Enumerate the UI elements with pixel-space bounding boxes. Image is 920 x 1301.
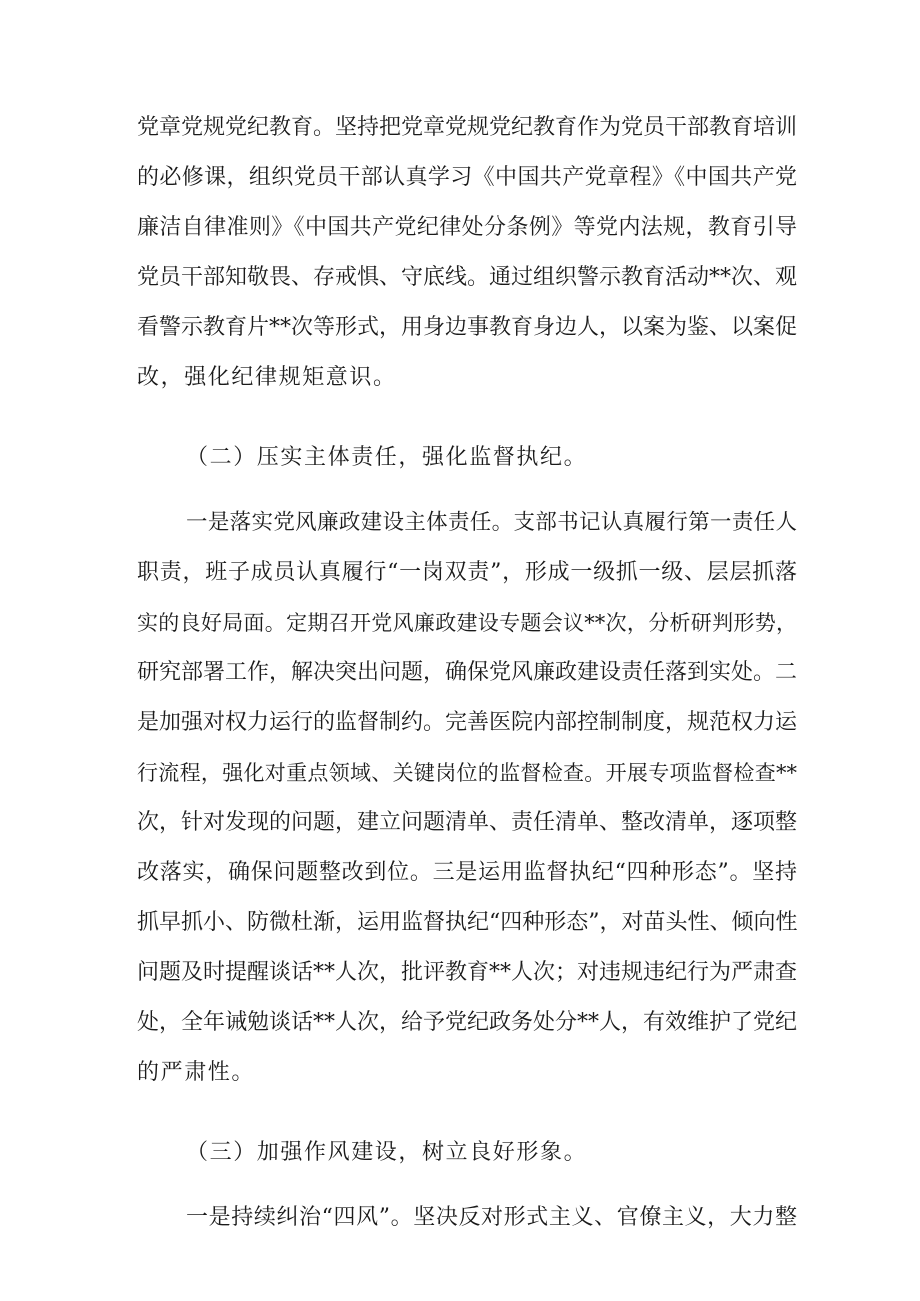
section-heading-3: （三）加强作风建设，树立良好形象。 [186,1140,588,1165]
paragraph-line: 一是落实党风廉政建设主体责任。支部书记认真履行第一责任人 [186,510,797,535]
paragraph-line: 党员干部知敬畏、存戒惧、守底线。通过组织警示教育活动**次、观 [137,265,798,290]
paragraph-line: 问题及时提醒谈话**人次，批评教育**人次；对违规违纪行为严肃查 [137,960,798,985]
paragraph-line: 党章党规党纪教育。坚持把党章党规党纪教育作为党员干部教育培训 [137,115,798,140]
paragraph-line: 改落实，确保问题整改到位。三是运用监督执纪“四种形态”。坚持 [137,860,797,885]
paragraph-line: 行流程，强化对重点领域、关键岗位的监督检查。开展专项监督检查** [137,761,797,785]
paragraph-line: 是加强对权力运行的监督制约。完善医院内部控制制度，规范权力运 [137,710,798,735]
paragraph-line: 的必修课，组织党员干部认真学习《中国共产党章程》《中国共产党 [137,165,797,190]
paragraph-line: 的严肃性。 [137,1060,256,1085]
paragraph-line: 改，强化纪律规矩意识。 [137,365,397,390]
paragraph-line: 研究部署工作，解决突出问题，确保党风廉政建设责任落到实处。二 [137,660,798,685]
paragraph-line: 次，针对发现的问题，建立问题清单、责任清单、整改清单，逐项整 [137,810,798,835]
paragraph-line: 廉洁自律准则》《中国共产党纪律处分条例》等党内法规，教育引导 [137,215,797,240]
paragraph-line: 抓早抓小、防微杜渐，运用监督执纪“四种形态”，对苗头性、倾向性 [137,910,798,935]
paragraph-line: 看警示教育片**次等形式，用身边事教育身边人，以案为鉴、以案促 [137,315,798,340]
paragraph-line: 实的良好局面。定期召开党风廉政建设专题会议**次，分析研判形势， [137,611,797,635]
paragraph-line: 职责，班子成员认真履行“一岗双责”，形成一级抓一级、层层抓落 [137,560,797,585]
section-heading-2: （二）压实主体责任，强化监督执纪。 [186,445,588,470]
paragraph-line: 一是持续纠治“四风”。坚决反对形式主义、官僚主义，大力整 [186,1205,797,1230]
paragraph-line: 处，全年诫勉谈话**人次，给予党纪政务处分**人，有效维护了党纪 [137,1010,798,1035]
